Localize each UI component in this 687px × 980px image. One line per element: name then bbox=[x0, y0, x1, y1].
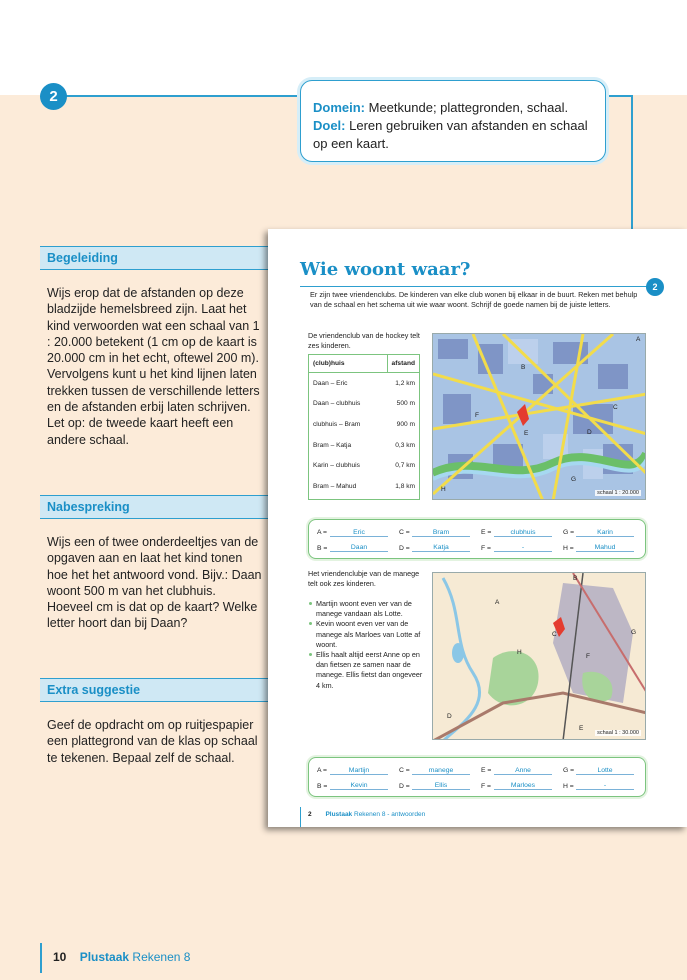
answer-letter: B = bbox=[317, 544, 328, 552]
footer-brand: Plustaak bbox=[79, 950, 130, 964]
answer-cell bbox=[563, 782, 645, 790]
answer-letter: A = bbox=[317, 767, 328, 775]
answer-row bbox=[317, 763, 645, 779]
worksheet-footer-brand: Plustaak bbox=[325, 811, 353, 818]
table-cell: 0,3 km bbox=[395, 441, 415, 449]
answer-field[interactable]: Kevin bbox=[330, 782, 388, 790]
page-number: 10 bbox=[53, 950, 67, 964]
worksheet-badge: 2 bbox=[646, 278, 664, 296]
section-heading-begeleiding: Begeleiding bbox=[40, 246, 268, 270]
answer-field[interactable]: - bbox=[576, 782, 634, 790]
answer-cell bbox=[563, 767, 645, 775]
answer-cell bbox=[317, 782, 399, 790]
answer-field[interactable]: Lotte bbox=[576, 767, 634, 775]
section-heading-nabespreking: Nabespreking bbox=[40, 495, 268, 519]
answer-letter: E = bbox=[481, 529, 492, 537]
table-row bbox=[309, 414, 419, 435]
answer-field[interactable]: Ellis bbox=[412, 782, 470, 790]
answer-letter: H = bbox=[563, 782, 574, 790]
answer-letter: F = bbox=[481, 782, 492, 790]
answer-cell bbox=[481, 782, 563, 790]
answer-letter: G = bbox=[563, 767, 575, 775]
answer-cell bbox=[481, 544, 563, 552]
table-cell: Daan – Eric bbox=[313, 379, 348, 387]
map1-letter: H bbox=[441, 486, 446, 493]
answer-letter: D = bbox=[399, 782, 410, 790]
city-map-image bbox=[433, 334, 646, 500]
answer-cell bbox=[317, 529, 399, 537]
map1-letter: D bbox=[587, 429, 592, 436]
answer-cell bbox=[563, 529, 645, 537]
goal-label: Doel: bbox=[313, 118, 346, 133]
goal-text: Leren gebruiken van afstanden en schaal op een kaart. bbox=[313, 118, 588, 151]
answer-field[interactable]: Bram bbox=[412, 529, 470, 537]
map1-letter: G bbox=[571, 476, 577, 483]
domain-label: Domein: bbox=[313, 100, 365, 115]
answer-letter: H = bbox=[563, 544, 574, 552]
section-heading-extra: Extra suggestie bbox=[40, 678, 268, 702]
map1-letter: E bbox=[524, 430, 529, 437]
footer-rule bbox=[40, 943, 42, 973]
table-cell: Daan – clubhuis bbox=[313, 400, 361, 408]
table-cell: 1,8 km bbox=[395, 482, 415, 490]
answer-field[interactable]: manege bbox=[412, 767, 470, 775]
worksheet-page-number: 2 bbox=[308, 811, 312, 818]
map1-scale: schaal 1 : 20.000 bbox=[597, 490, 639, 496]
map1-letter: B bbox=[521, 364, 526, 371]
answer-cell bbox=[481, 529, 563, 537]
answers-box-2 bbox=[308, 757, 646, 797]
worksheet-title: Wie woont waar? bbox=[300, 259, 471, 280]
table-row bbox=[309, 476, 419, 497]
table-row bbox=[309, 373, 419, 394]
header-rule-vertical bbox=[631, 95, 633, 235]
worksheet-footer bbox=[308, 811, 425, 818]
map2-scale: schaal 1 : 30.000 bbox=[597, 730, 639, 736]
answer-row bbox=[317, 779, 645, 795]
section-text-nabespreking: Wijs een of twee onderdeeltjes van de opgaven aan en laat het kind tonen hoe het het antwoord vond. Bijv.: Daan woont 500 m van het clubhuis. Hoeveel cm is dat op de kaart? Welke letter hoort dan bij Daan? bbox=[47, 535, 262, 631]
answer-cell bbox=[317, 767, 399, 775]
worksheet-intro: Er zijn twee vriendenclubs. De kinderen van elke club wonen bij elkaar in de buurt. Reken met behulp van de schaal en het schema uit wie waar woont. Schrijf de goede namen bij de juiste letters. bbox=[310, 290, 638, 310]
map1-letter: A bbox=[636, 336, 641, 343]
table-cell: clubhuis – Bram bbox=[313, 420, 361, 428]
answer-field[interactable]: clubhuis bbox=[494, 529, 552, 537]
table-cell: 900 m bbox=[396, 420, 415, 428]
section-text-extra: Geef de opdracht om op ruitjespapier een plattegrond van de klas op schaal te tekenen. Bepaal zelf de schaal. bbox=[47, 718, 258, 765]
answer-field[interactable]: - bbox=[494, 544, 552, 552]
worksheet-footer-rule bbox=[300, 807, 301, 827]
section-text-begeleiding: Wijs erop dat de afstanden op deze bladzijde hemelsbreed zijn. Laat het kind verwoorden wat een schaal van 1 : 20.000 betekent (1 cm op de kaart is 20.000 cm in het echt, oftewel 200 m). Vervolgens kunt u het kind lijnen laten trekken tussen de verschillende letters en de afstanden erbij laten schrijven. Let op: de tweede kaart heeft een andere schaal. bbox=[47, 286, 260, 447]
map2-letter: E bbox=[579, 725, 584, 732]
page-footer bbox=[53, 950, 190, 964]
answer-cell bbox=[399, 544, 481, 552]
footer-title: Rekenen 8 bbox=[132, 950, 191, 964]
table-cell: 0,7 km bbox=[395, 462, 415, 470]
answer-field[interactable]: Martijn bbox=[330, 767, 388, 775]
map2-letter: G bbox=[631, 629, 637, 636]
domain-goal-box bbox=[300, 80, 606, 162]
table-row bbox=[309, 394, 419, 415]
distance-table-header bbox=[309, 355, 419, 373]
table-cell: Bram – Katja bbox=[313, 441, 352, 449]
answer-field[interactable]: Daan bbox=[330, 544, 388, 552]
table-row bbox=[309, 455, 419, 476]
answers-box-1 bbox=[308, 519, 646, 559]
map2-letter: F bbox=[586, 653, 590, 660]
table-cell: Karin – clubhuis bbox=[313, 462, 360, 470]
answer-cell bbox=[563, 544, 645, 552]
answer-letter: F = bbox=[481, 544, 492, 552]
answer-row bbox=[317, 525, 645, 541]
map-countryside-manege bbox=[432, 572, 646, 740]
answer-letter: C = bbox=[399, 529, 410, 537]
map2-letter: A bbox=[495, 599, 500, 606]
worksheet-title-rule bbox=[300, 286, 652, 287]
col-header-house: (club)huis bbox=[309, 355, 388, 373]
answer-cell bbox=[399, 529, 481, 537]
table-cell: 500 m bbox=[396, 400, 415, 408]
clue-item: Kevin woont even ver van de manege als Marloes van Lotte af woont. bbox=[308, 619, 426, 650]
answer-letter: C = bbox=[399, 767, 410, 775]
answer-field[interactable]: Katja bbox=[412, 544, 470, 552]
domain-text: Meetkunde; plattegronden, schaal. bbox=[368, 100, 569, 115]
answer-row bbox=[317, 541, 645, 557]
table-cell: Bram – Mahud bbox=[313, 482, 357, 490]
worksheet-preview bbox=[268, 229, 687, 827]
answer-field[interactable]: Karin bbox=[576, 529, 634, 537]
col-header-distance: afstand bbox=[391, 360, 415, 367]
clue-item: Martijn woont even ver van de manege vandaan als Lotte. bbox=[308, 599, 426, 619]
map-city-hockey bbox=[432, 333, 646, 500]
table-cell: 1,2 km bbox=[395, 379, 415, 387]
map2-letter: B bbox=[573, 575, 578, 582]
answer-letter: E = bbox=[481, 767, 492, 775]
hockey-club-intro: De vriendenclub van de hockey telt zes kinderen. bbox=[308, 331, 420, 350]
answer-letter: A = bbox=[317, 529, 328, 537]
map2-letter: D bbox=[447, 713, 452, 720]
answer-field[interactable]: Eric bbox=[330, 529, 388, 537]
answer-letter: B = bbox=[317, 782, 328, 790]
worksheet-footer-title: Rekenen 8 - antwoorden bbox=[354, 811, 426, 818]
countryside-map-image bbox=[433, 573, 646, 740]
table-row bbox=[309, 435, 419, 456]
map1-letter: F bbox=[475, 412, 479, 419]
lesson-number-badge: 2 bbox=[40, 83, 67, 110]
answer-field[interactable]: Anne bbox=[494, 767, 552, 775]
answer-cell bbox=[399, 767, 481, 775]
clue-item: Ellis haalt altijd eerst Anne op en dan fietsen ze samen naar de manege. Ellis fietst dan ongeveer 4 km. bbox=[308, 650, 426, 691]
clue-list bbox=[308, 599, 426, 691]
answer-letter: G = bbox=[563, 529, 575, 537]
distance-table bbox=[308, 354, 420, 500]
answer-letter: D = bbox=[399, 544, 410, 552]
answer-field[interactable]: Marloes bbox=[494, 782, 552, 790]
map2-letter: H bbox=[517, 649, 522, 656]
answer-field[interactable]: Mahud bbox=[576, 544, 634, 552]
map2-letter: C bbox=[552, 631, 557, 638]
manege-club-intro: Het vriendenclubje van de manege telt ook zes kinderen. bbox=[308, 569, 420, 588]
answer-cell bbox=[399, 782, 481, 790]
answer-cell bbox=[317, 544, 399, 552]
answer-cell bbox=[481, 767, 563, 775]
map1-letter: C bbox=[613, 404, 618, 411]
